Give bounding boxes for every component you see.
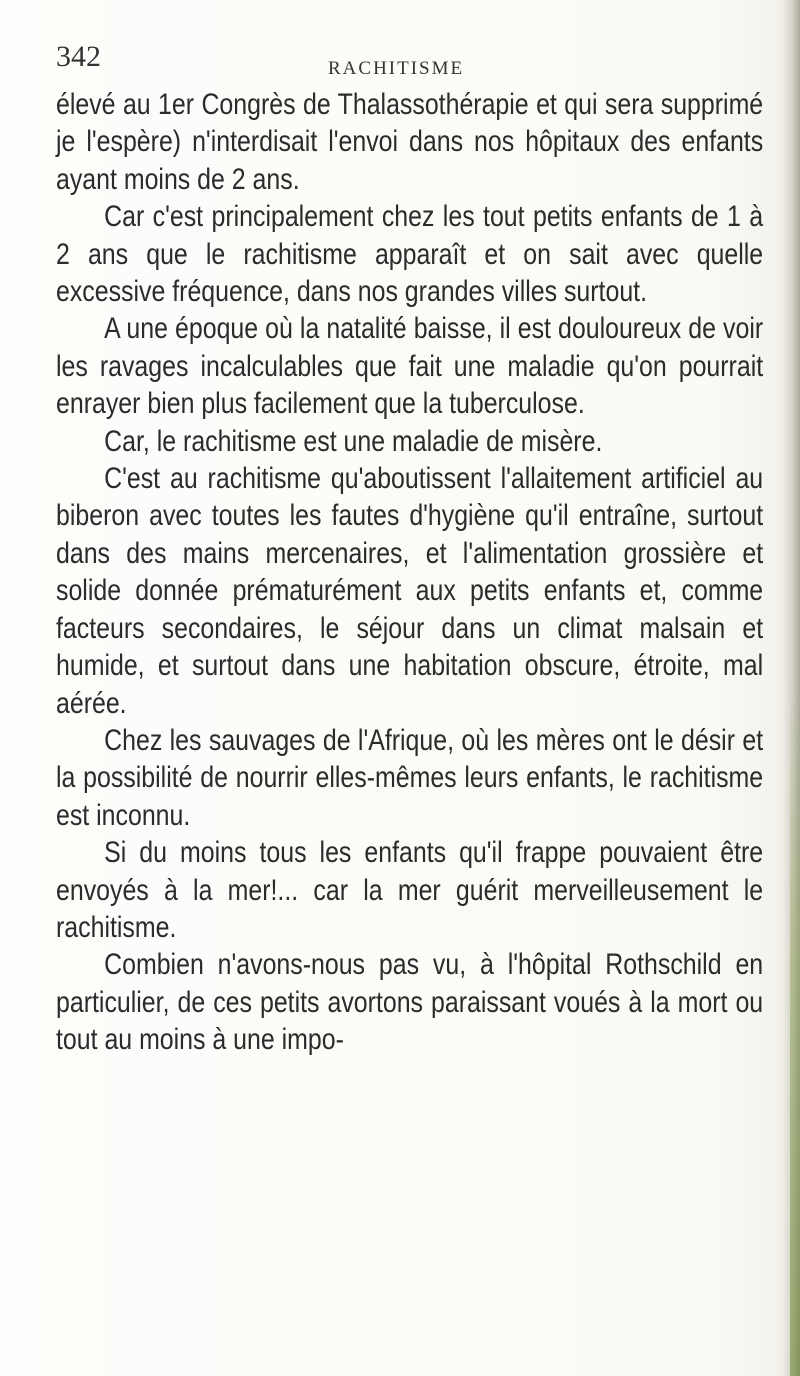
paragraph: Chez les sauvages de l'Afrique, où les mères ont le désir et la possibilité de nourrir elles-mêmes leurs enfants, le rachitisme est inconnu. — [56, 723, 764, 832]
paragraph: Car, le rachitisme est une maladie de misère. — [104, 424, 603, 458]
page-header — [56, 42, 756, 82]
paragraph-continuation: élevé au 1er Congrès de Thalassothérapie et qui sera supprimé je l'espère) n'interdisait l'envoi dans nos hôpitaux des enfants ayant moins de 2 ans. — [56, 88, 764, 196]
paragraph: A une époque où la natalité baisse, il est douloureux de voir les ravages incalculables que fait une maladie qu'on pourrait enrayer bien plus facilement que la tuberculose. — [56, 312, 764, 421]
page-edge-shadow — [782, 0, 800, 1376]
running-head: RACHITISME — [328, 58, 465, 79]
paragraph: Car c'est principalement chez les tout petits enfants de 1 à 2 ans que le rachitisme apparaît et on sait avec quelle excessive fréquence, dans nos grandes villes surtout. — [56, 200, 764, 309]
paragraph: Combien n'avons-nous pas vu, à l'hôpital Rothschild en particulier, de ces petits avortons paraissant voués à la mort ou tout au moins à une impo- — [56, 948, 764, 1057]
page-number: 342 — [56, 40, 101, 73]
paragraph: C'est au rachitisme qu'aboutissent l'allaitement artificiel au biberon avec toutes les fautes d'hygiène qu'il entraîne, surtout dans des mains mercenaires, et l'alimentation grossière et solide donnée prématurément aux petits enfants et, comme facteurs secondaires, le séjour dans un climat malsain et humide, et surtout dans une habitation obscure, étroite, mal aérée. — [56, 462, 764, 720]
body-text — [56, 86, 763, 1059]
paragraph: Si du moins tous les enfants qu'il frappe pouvaient être envoyés à la mer!... car la mer guérit merveilleusement le rachitisme. — [56, 836, 764, 944]
